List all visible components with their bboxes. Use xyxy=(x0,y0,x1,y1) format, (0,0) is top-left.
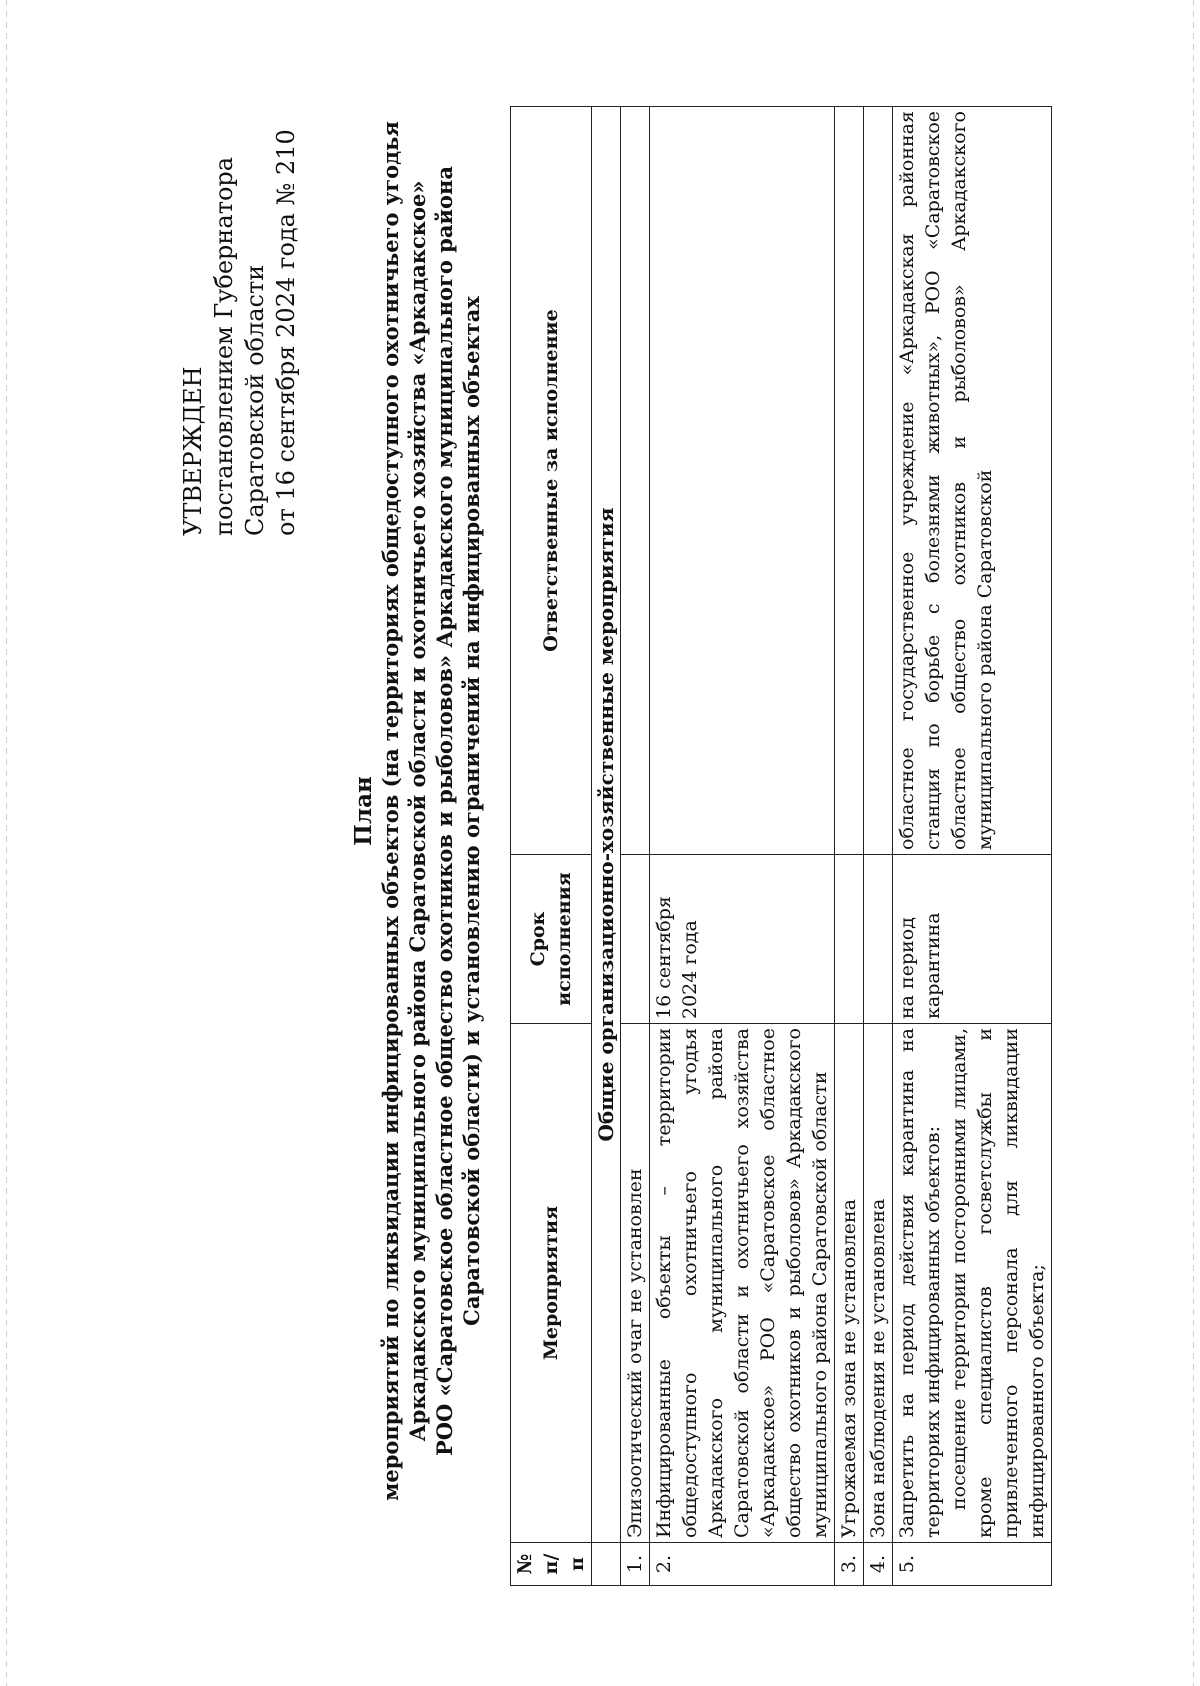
approval-line-3: Саратовской области xyxy=(241,264,269,536)
heading-line-1: мероприятий по ликвидации инфицированных объектов (на территориях общедоступного охотничьего угодья xyxy=(378,121,403,1501)
row-term: 16 сентября 2024 года xyxy=(650,855,835,1024)
table-section-row xyxy=(592,107,621,1586)
row-num: 1. xyxy=(621,1543,650,1586)
header-activity: Мероприятия xyxy=(511,1024,592,1543)
table-row xyxy=(621,107,650,1586)
row-term: на период карантина xyxy=(893,855,1052,1024)
document-title: План xyxy=(350,776,377,846)
row-term xyxy=(835,855,864,1024)
table-row xyxy=(893,107,1052,1586)
table-row xyxy=(650,107,835,1586)
row-num: 3. xyxy=(835,1543,864,1586)
heading-line-2: Аркадакского муниципального района Саратовской области и охотничьего хозяйства «Аркадакское» xyxy=(405,180,430,1442)
approval-line-2: постановлением Губернатора xyxy=(210,156,238,536)
approval-line-4: от 16 сентября 2024 года № 210 xyxy=(272,129,300,536)
row-activity: Запретить на период действия карантина на территориях инфицированных объектов: xyxy=(896,1028,944,1538)
row-responsible xyxy=(864,107,893,855)
row-activity-sub: посещение территории посторонними лицами, кроме специалистов госветслужбы и привлеченного персонала для ликвидации инфицированного объекта; xyxy=(948,1028,1048,1538)
row-activity: Инфицированные объекты – территории общедоступного охотничьего угодья Аркадакского муниципального района Саратовской области и охотничьего хозяйства «Аркадакское» РОО «Саратовское областное общество охотников и рыболовов» Аркадакского муниципального района Саратовской области xyxy=(650,1024,835,1543)
plan-table xyxy=(510,106,1052,1586)
row-term xyxy=(864,855,893,1024)
row-activity: Эпизоотический очаг не установлен xyxy=(621,1024,650,1543)
section-title: Общие организационно-хозяйственные мероприятия xyxy=(592,107,621,1543)
row-activity: Зона наблюдения не установлена xyxy=(864,1024,893,1543)
header-responsible: Ответственные за исполнение xyxy=(511,107,592,855)
section-empty-cell xyxy=(592,1543,621,1586)
row-num: 2. xyxy=(650,1543,835,1586)
row-responsible xyxy=(835,107,864,855)
table-header-row xyxy=(511,107,592,1586)
row-term xyxy=(621,855,650,1024)
approval-block xyxy=(178,129,302,536)
header-term: Срок исполнения xyxy=(511,855,592,1024)
heading-line-3: РОО «Саратовское областное общество охотников и рыболовов» Аркадакского муниципального района xyxy=(432,165,457,1457)
row-responsible xyxy=(621,107,650,855)
row-responsible: областное государственное учреждение «Аркадакская районная станция по борьбе с болезнями животных», РОО «Саратовское областное общество охотников и рыболовов» Аркадакского муниципального района Саратовской xyxy=(893,107,1052,855)
table-row xyxy=(864,107,893,1586)
table-row xyxy=(835,107,864,1586)
approval-line-1: УТВЕРЖДЕН xyxy=(179,366,207,536)
header-num: № п/п xyxy=(511,1543,592,1586)
heading-line-4: Саратовской области) и установлению ограничений на инфицированных объектах xyxy=(459,296,484,1326)
row-num: 5. xyxy=(893,1543,1052,1586)
document-heading xyxy=(350,86,485,1536)
row-responsible xyxy=(650,107,835,855)
row-activity: Угрожаемая зона не установлена xyxy=(835,1024,864,1543)
row-activity-cell xyxy=(893,1024,1052,1543)
row-num: 4. xyxy=(864,1543,893,1586)
